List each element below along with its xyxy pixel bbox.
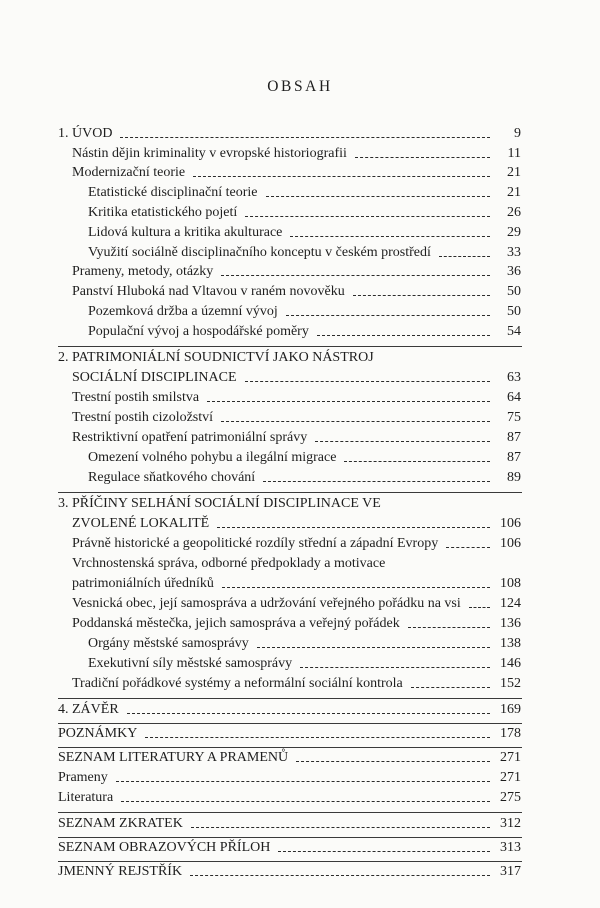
dot-leader xyxy=(411,687,490,688)
toc-entry-title: 4. ZÁVĚR xyxy=(58,702,119,717)
section-divider xyxy=(58,346,522,347)
toc-entry-title: Panství Hluboká nad Vltavou v raném novověku xyxy=(72,284,345,299)
toc-entry xyxy=(0,183,600,203)
toc-entry-title: Prameny, metody, otázky xyxy=(72,264,214,279)
toc-entry xyxy=(0,514,600,534)
toc-entry xyxy=(0,223,600,243)
toc-entry xyxy=(0,654,600,674)
toc-entry-title: Lidová kultura a kritika akulturace xyxy=(88,225,283,240)
toc-entry-title: 3. PŘÍČINY SELHÁNÍ SOCIÁLNÍ DISCIPLINACE VE xyxy=(58,496,381,511)
dot-leader xyxy=(408,627,490,628)
toc-entry xyxy=(0,243,600,263)
dot-leader xyxy=(127,713,490,714)
dot-leader xyxy=(446,547,490,548)
dot-leader xyxy=(145,737,490,738)
dot-leader xyxy=(263,481,490,482)
toc-entry-page: 124 xyxy=(500,596,521,611)
toc-entry xyxy=(0,262,600,282)
toc-entry-page: 29 xyxy=(507,225,521,240)
toc-entry-page: 21 xyxy=(507,165,521,180)
toc-entry-title: SEZNAM ZKRATEK xyxy=(58,816,183,831)
toc-entry xyxy=(0,302,600,322)
toc-entry-page: 178 xyxy=(500,726,521,741)
toc-entry-page: 138 xyxy=(500,636,521,651)
toc-entry-title: 2. PATRIMONIÁLNÍ SOUDNICTVÍ JAKO NÁSTROJ xyxy=(58,350,374,365)
toc-entry-page: 271 xyxy=(500,750,521,765)
toc-entry-title: Právně historické a geopolitické rozdíly střední a západní Evropy xyxy=(72,536,439,551)
toc-entry xyxy=(0,748,600,768)
toc-entry xyxy=(0,700,600,720)
toc-entry-title: SEZNAM LITERATURY A PRAMENŮ xyxy=(58,750,289,765)
toc-entry-title: Literatura xyxy=(58,790,114,805)
toc-entry-page: 169 xyxy=(500,702,521,717)
toc-entry xyxy=(0,468,600,488)
toc-entry xyxy=(0,388,600,408)
toc-entry xyxy=(0,428,600,448)
toc-entry xyxy=(0,768,600,788)
dot-leader xyxy=(286,315,490,316)
toc-entry-title: 1. ÚVOD xyxy=(58,126,113,141)
dot-leader xyxy=(245,216,490,217)
toc-entry xyxy=(0,634,600,654)
toc-entry-page: 50 xyxy=(507,304,521,319)
toc-entry-page: 271 xyxy=(500,770,521,785)
toc-entry-page: 108 xyxy=(500,576,521,591)
toc-entry-page: 54 xyxy=(507,324,521,339)
toc-entry-page: 33 xyxy=(507,245,521,260)
toc-entry-title: patrimoniálních úředníků xyxy=(72,576,214,591)
toc-entry-title: SEZNAM OBRAZOVÝCH PŘÍLOH xyxy=(58,840,271,855)
toc-entry xyxy=(0,862,600,882)
dot-leader xyxy=(317,335,490,336)
toc-entry xyxy=(0,203,600,223)
toc-entry-title: Prameny xyxy=(58,770,108,785)
dot-leader xyxy=(300,667,490,668)
toc-entry xyxy=(0,674,600,694)
dot-leader xyxy=(278,851,490,852)
dot-leader xyxy=(221,275,490,276)
dot-leader xyxy=(217,527,490,528)
toc-entry-title: Vesnická obec, její samospráva a udržování veřejného pořádku na vsi xyxy=(72,596,461,611)
toc-entry xyxy=(0,448,600,468)
dot-leader xyxy=(290,236,490,237)
toc-entry-page: 152 xyxy=(500,676,521,691)
toc-entry xyxy=(0,724,600,744)
toc-entry xyxy=(0,368,600,388)
dot-leader xyxy=(191,827,490,828)
toc-entry-title: Poddanská městečka, jejich samospráva a veřejný pořádek xyxy=(72,616,400,631)
toc-entry-title: Modernizační teorie xyxy=(72,165,186,180)
toc-entry-page: 136 xyxy=(500,616,521,631)
toc-entry-title: Restriktivní opatření patrimoniální správy xyxy=(72,430,308,445)
dot-leader xyxy=(355,157,490,158)
toc-entry-page: 106 xyxy=(500,536,521,551)
toc-entry-page: 87 xyxy=(507,450,521,465)
toc-entry-page: 50 xyxy=(507,284,521,299)
toc-entry-title: SOCIÁLNÍ DISCIPLINACE xyxy=(72,370,237,385)
dot-leader xyxy=(315,441,490,442)
toc-entry xyxy=(0,408,600,428)
toc-entry xyxy=(0,574,600,594)
toc-entry-page: 89 xyxy=(507,470,521,485)
dot-leader xyxy=(439,256,490,257)
toc-entry-page: 9 xyxy=(514,126,521,141)
toc-entry-title: Etatistické disciplinační teorie xyxy=(88,185,258,200)
toc-entry xyxy=(0,554,600,574)
dot-leader xyxy=(353,295,490,296)
section-divider xyxy=(58,698,522,699)
toc-entry-page: 63 xyxy=(507,370,521,385)
toc-entry xyxy=(0,788,600,808)
toc-entry xyxy=(0,163,600,183)
section-divider xyxy=(58,812,522,813)
toc-entry-title: Exekutivní síly městské samosprávy xyxy=(88,656,293,671)
dot-leader xyxy=(222,587,490,588)
toc-entry-title: Využití sociálně disciplinačního konceptu v českém prostředí xyxy=(88,245,431,260)
toc-entry-page: 26 xyxy=(507,205,521,220)
dot-leader xyxy=(121,801,490,802)
dot-leader xyxy=(266,196,490,197)
toc-entry-page: 313 xyxy=(500,840,521,855)
dot-leader xyxy=(469,607,490,608)
toc-entry-title: Trestní postih smilstva xyxy=(72,390,200,405)
toc-entry xyxy=(0,814,600,834)
toc-entry-title: Pozemková držba a územní vývoj xyxy=(88,304,278,319)
toc-entry-title: Kritika etatistického pojetí xyxy=(88,205,238,220)
toc-entry xyxy=(0,144,600,164)
dot-leader xyxy=(207,401,490,402)
toc-entry-title: Omezení volného pohybu a ilegální migrace xyxy=(88,450,337,465)
toc-entry-page: 21 xyxy=(507,185,521,200)
toc-entry-page: 146 xyxy=(500,656,521,671)
dot-leader xyxy=(190,875,490,876)
toc-entry-title: Orgány městské samosprávy xyxy=(88,636,249,651)
toc-entry-title: Nástin dějin kriminality v evropské historiografii xyxy=(72,146,347,161)
toc-entry-page: 275 xyxy=(500,790,521,805)
toc-entry-title: Regulace sňatkového chování xyxy=(88,470,256,485)
toc-entry xyxy=(0,124,600,144)
toc-entry xyxy=(0,282,600,302)
dot-leader xyxy=(257,647,490,648)
toc-entry xyxy=(0,838,600,858)
toc-entry-page: 312 xyxy=(500,816,521,831)
toc-entry-title: ZVOLENÉ LOKALITĚ xyxy=(72,516,210,531)
toc-entry xyxy=(0,348,600,368)
dot-leader xyxy=(193,176,490,177)
toc-entry xyxy=(0,494,600,514)
toc-entry-title: Populační vývoj a hospodářské poměry xyxy=(88,324,309,339)
dot-leader xyxy=(296,761,490,762)
toc-entry-title: Tradiční pořádkové systémy a neformální sociální kontrola xyxy=(72,676,403,691)
toc-entry-page: 317 xyxy=(500,864,521,879)
toc-entry-title: Vrchnostenská správa, odborné předpoklady a motivace xyxy=(72,556,386,571)
toc-entry xyxy=(0,614,600,634)
toc-entry-title: POZNÁMKY xyxy=(58,726,138,741)
dot-leader xyxy=(245,381,490,382)
dot-leader xyxy=(120,137,490,138)
dot-leader xyxy=(344,461,490,462)
page-title: OBSAH xyxy=(267,78,333,95)
toc-entry xyxy=(0,594,600,614)
toc-entry-page: 36 xyxy=(507,264,521,279)
toc-entry xyxy=(0,322,600,342)
dot-leader xyxy=(221,421,490,422)
toc-entry xyxy=(0,534,600,554)
toc-entry-page: 106 xyxy=(500,516,521,531)
toc-entry-title: Trestní postih cizoložství xyxy=(72,410,214,425)
dot-leader xyxy=(116,781,490,782)
toc-entry-title: JMENNÝ REJSTŘÍK xyxy=(58,864,183,879)
toc-entry-page: 87 xyxy=(507,430,521,445)
section-divider xyxy=(58,492,522,493)
toc-entry-page: 64 xyxy=(507,390,521,405)
toc-entry-page: 75 xyxy=(507,410,521,425)
toc-entry-page: 11 xyxy=(507,146,521,161)
